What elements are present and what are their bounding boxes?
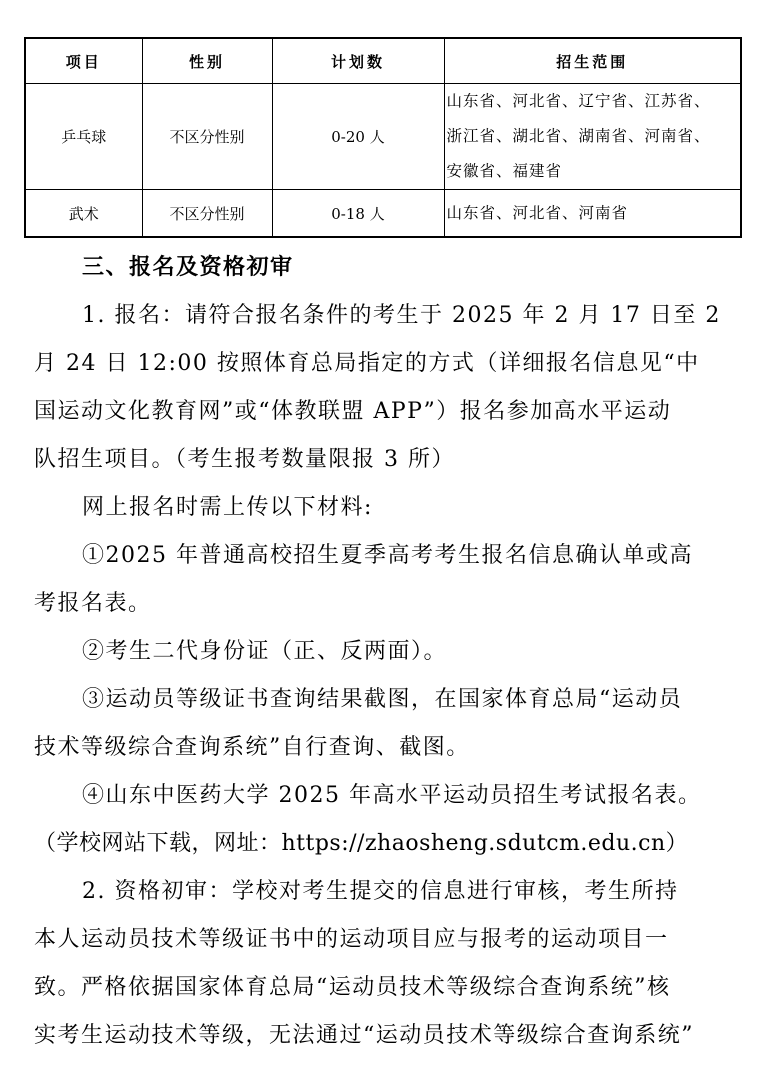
cell-quota: 0-18 人 xyxy=(272,190,444,238)
text-line: ④山东中医药大学 2025 年高水平运动员招生考试报名表。 xyxy=(82,783,702,808)
range-line: 浙江省、湖北省、湖南省、河南省、 xyxy=(446,127,711,145)
text-line: 国运动文化教育网”或“体教联盟 APP”）报名参加高水平运动 xyxy=(34,399,672,424)
table-header-row xyxy=(25,38,741,84)
text-line: （学校网站下载，网址：https://zhaosheng.sdutcm.edu.cn） xyxy=(34,831,689,856)
section-heading: 三、报名及资格初审 xyxy=(82,255,294,280)
cell-range xyxy=(444,84,741,190)
header-range: 招生范围 xyxy=(444,38,741,84)
cell-sport: 乒乓球 xyxy=(25,84,142,190)
cell-sport: 武术 xyxy=(25,190,142,238)
text-line: 队招生项目。（考生报考数量限报 3 所） xyxy=(34,447,455,472)
range-line: 山东省、河北省、河南省 xyxy=(446,203,629,222)
text-line: 2. 资格初审：学校对考生提交的信息进行审核，考生所持 xyxy=(82,879,679,904)
text-line: ③运动员等级证书查询结果截图，在国家体育总局“运动员 xyxy=(82,687,683,712)
table-row xyxy=(25,84,741,190)
text-line: 月 24 日 12:00 按照体育总局指定的方式（详细报名信息见“中 xyxy=(34,351,700,376)
text-line: 实考生运动技术等级，无法通过“运动员技术等级综合查询系统” xyxy=(34,1023,694,1048)
text-line: ②考生二代身份证（正、反两面）。 xyxy=(82,639,448,664)
cell-gender: 不区分性别 xyxy=(142,84,272,190)
text-line: 致。严格依据国家体育总局“运动员技术等级综合查询系统”核 xyxy=(34,975,671,1000)
cell-range xyxy=(444,190,741,238)
table-row xyxy=(25,190,741,238)
recruitment-quota-table xyxy=(24,37,742,238)
header-gender: 性别 xyxy=(142,38,272,84)
range-line: 安徽省、福建省 xyxy=(446,162,563,180)
text-line: ①2025 年普通高校招生夏季高考考生报名信息确认单或高 xyxy=(82,543,693,568)
text-line: 技术等级综合查询系统”自行查询、截图。 xyxy=(34,735,470,760)
text-line: 考报名表。 xyxy=(34,591,152,616)
text-line: 本人运动员技术等级证书中的运动项目应与报考的运动项目一 xyxy=(34,927,669,952)
range-line: 山东省、河北省、辽宁省、江苏省、 xyxy=(446,92,711,110)
header-quota: 计划数 xyxy=(272,38,444,84)
text-line: 1. 报名：请符合报名条件的考生于 2025 年 2 月 17 日至 2 xyxy=(82,303,721,328)
cell-gender: 不区分性别 xyxy=(142,190,272,238)
header-sport: 项目 xyxy=(25,38,142,84)
text-line: 网上报名时需上传以下材料: xyxy=(82,495,373,520)
cell-quota: 0-20 人 xyxy=(272,84,444,190)
